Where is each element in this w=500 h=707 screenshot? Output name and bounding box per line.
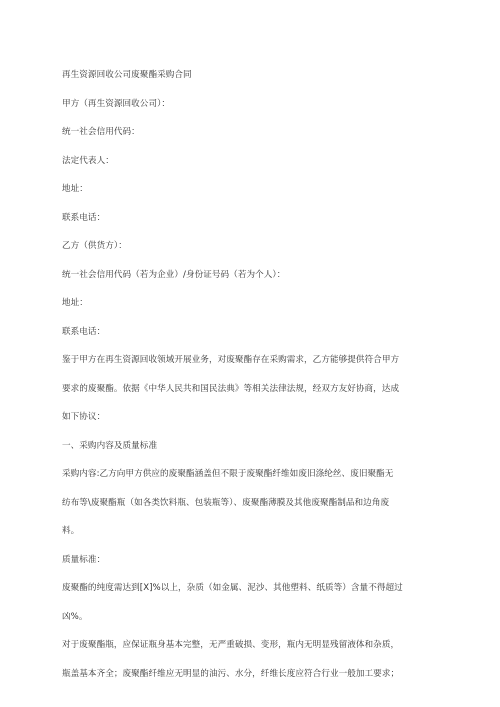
preamble-paragraph [62,351,440,427]
party-b-phone: 联系电话： [62,326,106,337]
paragraph-line: 料。 [62,526,80,536]
preamble-line: 要求的废聚酯。依据《中华人民共和国民法典》等相关法律法规，经双方友好协商，达成 [62,383,400,394]
paragraph-line: 瓶盖基本齐全；废聚酯纤维应无明显的油污、水分，纤维长度应符合行业一般加工要求； [62,668,400,679]
party-b-heading: 乙方（供货方）： [62,241,127,251]
party-a-phone: 联系电话： [62,212,106,223]
party-b-credit-code: 统一社会信用代码（若为企业）/身份证号码（若为个人）： [62,269,286,280]
party-a-heading: 甲方（再生资源回收公司）： [62,98,171,109]
paragraph-line: 对于废聚酯瓶，应保证瓶身基本完整，无严重破损、变形，瓶内无明显残留液体和杂质， [62,640,400,650]
purity-paragraph [62,579,440,626]
paragraph-line: 纺布等\废聚酯瓶（如各类饮料瓶、包装瓶等）、废聚酯薄膜及其他废聚酯制品和边角废 [62,497,390,508]
party-b-address: 地址： [62,298,88,308]
preamble-line: 鉴于甲方在再生资源回收领域开展业务，对废聚酯存在采购需求，乙方能够提供符合甲方 [62,355,400,365]
document-title: 再生资源回收公司废聚酯采购合同 [62,70,192,80]
party-a-address: 地址： [62,184,88,194]
party-a-credit-code: 统一社会信用代码： [62,127,140,137]
paragraph-line: 凶%。 [62,611,88,622]
paragraph-line: 采购内容:乙方向甲方供应的废聚酯涵盖但不限于废聚酯纤维如废旧涤纶丝、废旧聚酯无 [62,469,394,479]
paragraph-line: 废聚酯的纯度需达到[X]%以上，杂质（如金属、泥沙、其他塑料、纸质等）含量不得超过 [62,583,403,593]
bottle-requirements-paragraph [62,636,440,683]
document-body [62,66,440,683]
party-a-legal-rep: 法定代表人： [62,155,114,166]
purchase-content-paragraph [62,465,440,541]
preamble-line: 如下协议： [62,412,106,422]
quality-heading: 质量标准： [62,554,106,565]
section-1-heading: 一、采购内容及质量标准 [62,440,158,451]
